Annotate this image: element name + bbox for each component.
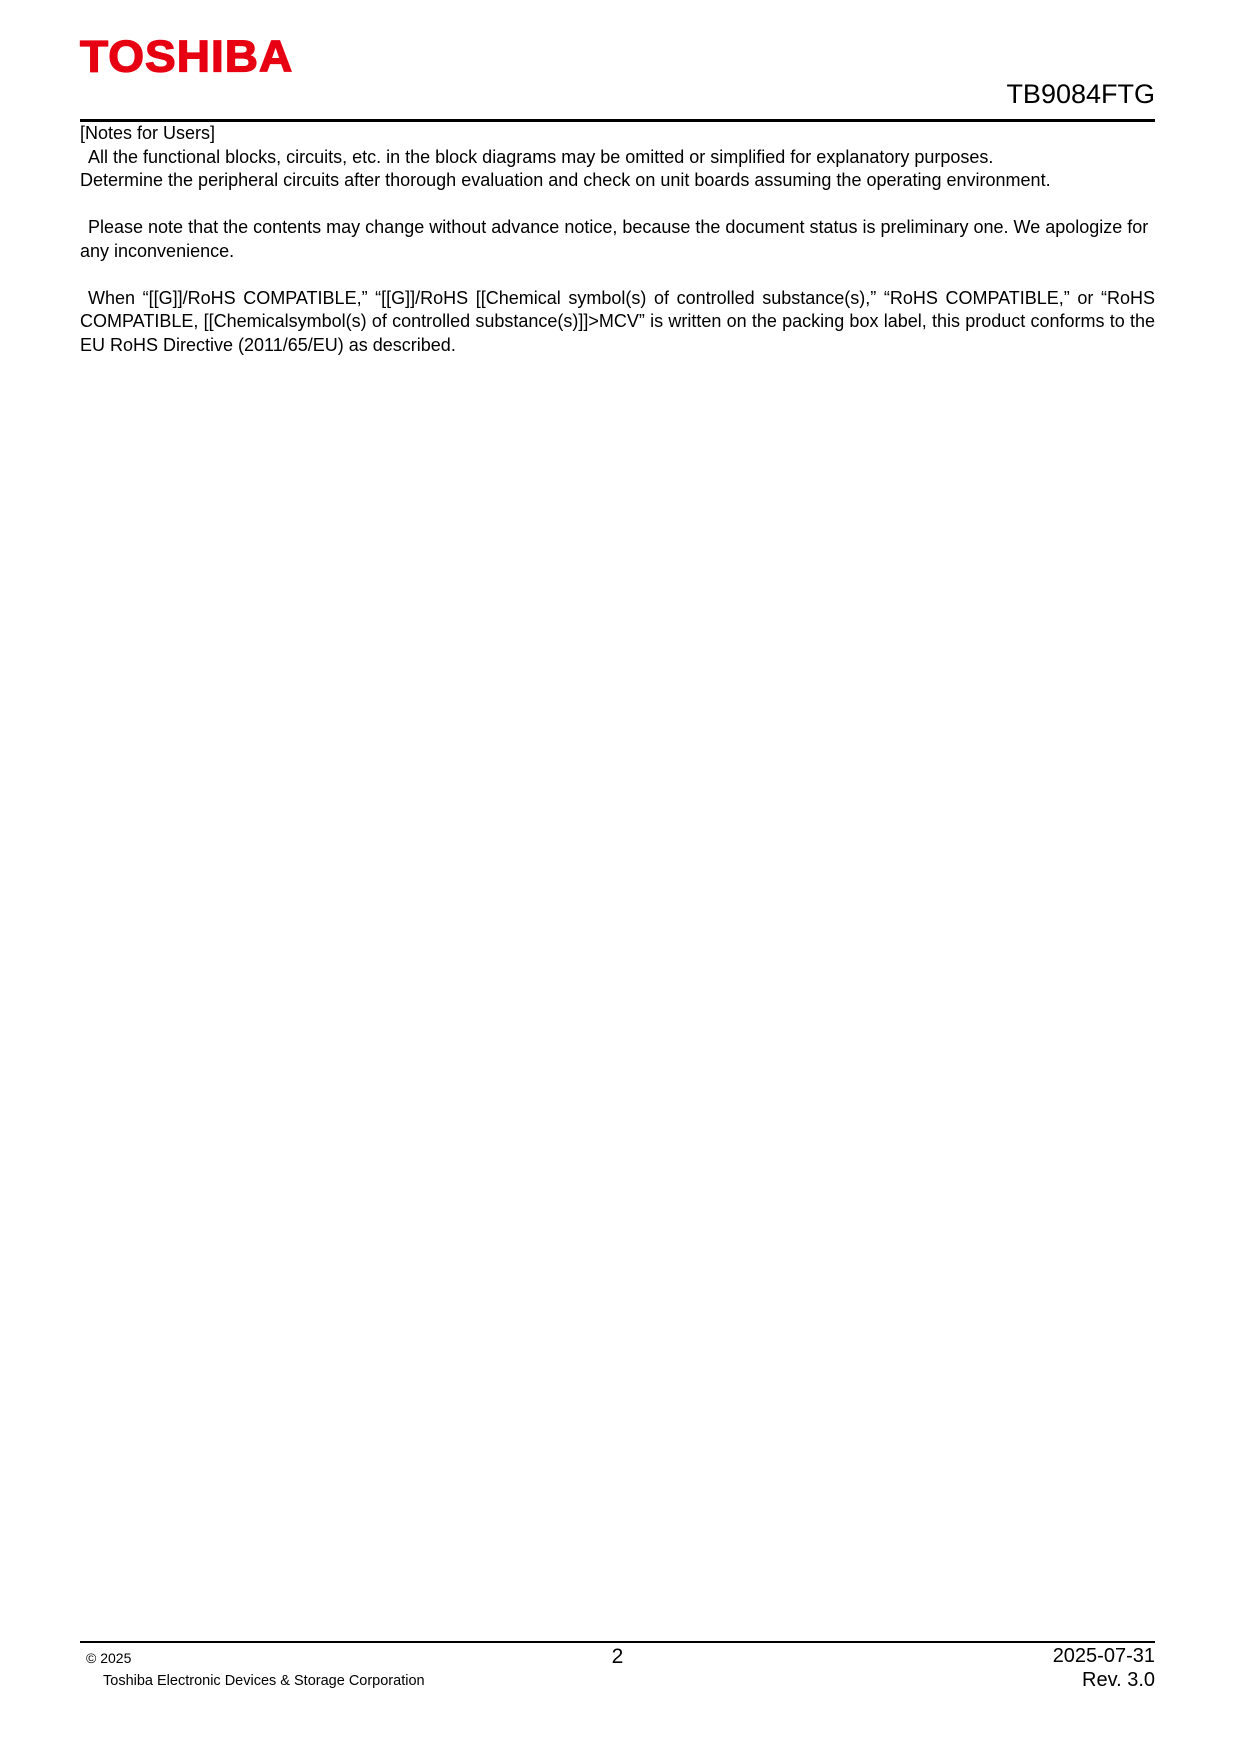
paragraph-rohs-compatibility: When “[[G]]/RoHS COMPATIBLE,” “[[G]]/RoHS [[Chemical symbol(s) of controlled substance(s),” “RoHS COMPATIBLE,” or “RoHS COMPATIBLE, [[Chemicalsymbol(s) of controlled substance(s)]]>MCV” is written on the packing box label, this product conforms to the EU RoHS Directive (2011/65/EU) as described. [80,287,1155,355]
footer-divider [80,1641,1155,1643]
page-body [80,122,1155,357]
footer-right [1053,1645,1155,1692]
toshiba-logo: TOSHIBA [80,31,294,82]
paragraph-peripheral-circuits: Determine the peripheral circuits after thorough evaluation and check on unit boards assuming the operating environment. [80,170,1051,190]
page-number: 2 [611,1645,624,1668]
company-name: Toshiba Electronic Devices & Storage Corporation [103,1673,425,1689]
paragraph-preliminary-notice: Please note that the contents may change without advance notice, because the document status is preliminary one. We apologize for any inconvenience. [80,217,1149,261]
paragraph-functional-blocks: All the functional blocks, circuits, etc. in the block diagrams may be omitted or simplified for explanatory purposes. [88,146,994,167]
notes-title: [Notes for Users] [80,123,216,143]
copyright-text: © 2025 [86,1650,132,1666]
part-number: TB9084FTG [1006,79,1155,109]
document-revision: Rev. 3.0 [1082,1668,1155,1691]
document-date: 2025-07-31 [1052,1645,1155,1667]
